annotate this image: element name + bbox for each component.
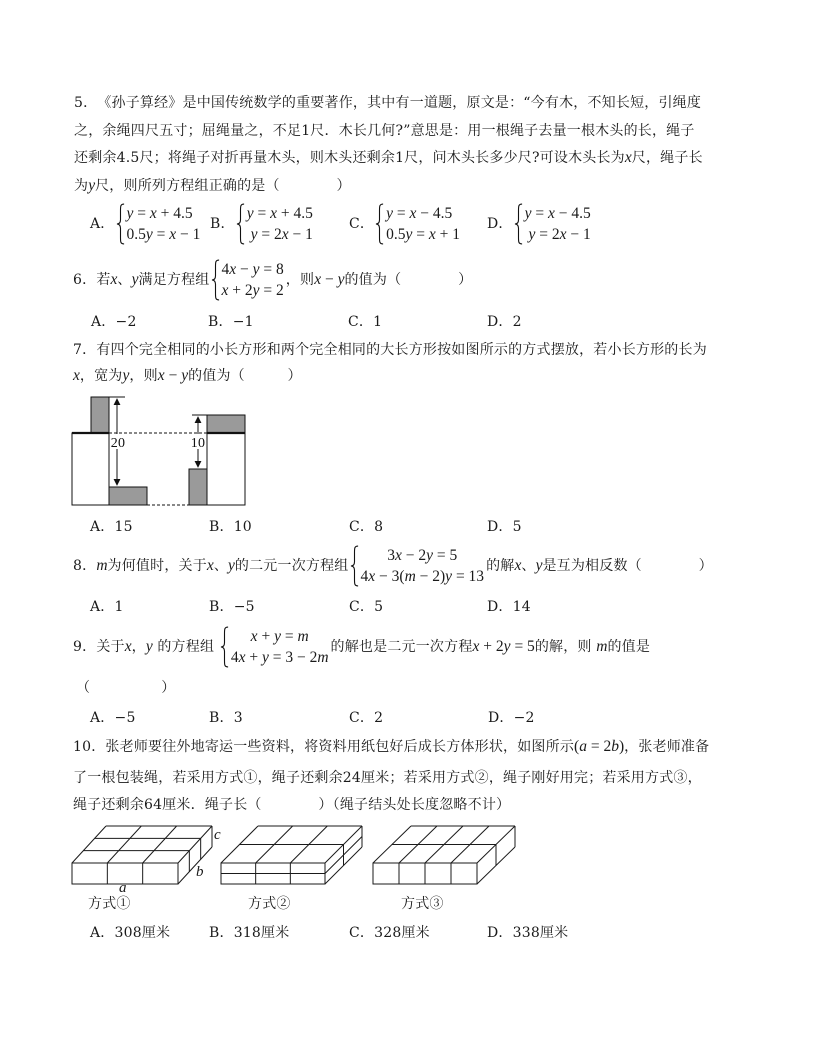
caption-method-1: 方式①: [88, 896, 131, 912]
package-box-method-3: [373, 826, 515, 884]
question-text: ，张老师准备: [624, 739, 710, 755]
q7-line-2: [73, 366, 302, 386]
answer-blank: 的值为（ ）: [344, 272, 473, 288]
q6-option-a: [91, 312, 137, 332]
question-text: 还剩余4.5尺；将绳子对折再量木头，则木头还剩余1尺，问木头长多少尺?可设木头长为: [74, 150, 625, 166]
question-text: 有四个完全相同的小长方形和两个完全相同的大长方形按如图所示的方式摆放，若小长方形的长为: [96, 342, 707, 358]
equation: 4x − y = 8: [221, 261, 284, 278]
small-rectangle-top-right: [207, 415, 245, 433]
answer-blank: （ ）: [76, 680, 176, 696]
q5-option-d: [487, 202, 593, 246]
option-label: A．: [90, 925, 115, 941]
question-text: 满足方程组: [138, 272, 210, 288]
small-rectangle-top-left: [91, 397, 109, 433]
option-value: 338厘米: [512, 925, 569, 941]
option-value: 10: [233, 519, 252, 535]
option-label: D．: [487, 599, 513, 615]
q8-option-b: [209, 597, 255, 617]
q5-line-1: [74, 93, 701, 113]
option-label: B．: [210, 216, 235, 232]
option-value: −5: [114, 710, 136, 726]
brace-icon: [236, 203, 245, 245]
brace-icon: [220, 626, 229, 668]
dimension-label-c: c: [214, 827, 221, 843]
equation-system: [350, 545, 485, 587]
side-bottom-edge: [178, 847, 212, 884]
caption-method-2: 方式②: [248, 896, 291, 912]
equation-system: [116, 203, 201, 245]
q5-line-2: [74, 121, 695, 141]
top-depth-line: [178, 826, 212, 863]
q6-option-d: [487, 312, 522, 332]
option-label: B．: [209, 519, 234, 535]
q8-option-d: [487, 597, 531, 617]
q8-option-a: [90, 597, 124, 617]
package-box-method-1: [72, 826, 212, 884]
answer-blank: 是互为相反数（ ）: [542, 558, 713, 574]
option-label: A．: [90, 599, 115, 615]
option-value: 5: [374, 599, 384, 615]
q7-option-b: [209, 517, 252, 537]
q5-option-b: [210, 202, 315, 246]
option-value: 308厘米: [114, 925, 171, 941]
equation: x + y = m: [250, 628, 309, 645]
option-value: 328厘米: [374, 925, 430, 941]
equation: y = x − 4.5: [524, 205, 591, 222]
dimension-label-10: 10: [190, 436, 206, 451]
expression: (a = 2b): [574, 738, 625, 755]
brace-icon: [375, 203, 384, 245]
question-text: 、: [521, 558, 536, 574]
variable: x: [73, 367, 80, 384]
question-text: 为何值时，关于: [107, 558, 207, 574]
rectangles-figure: [72, 397, 245, 505]
variable: y: [228, 557, 235, 574]
equation: 4x + y = 3 − 2m: [230, 649, 329, 666]
question-text: 绳子还剩余64厘米．绳子长（ ）（绳子结头处长度忽略不计）: [73, 797, 511, 813]
variable: m: [96, 557, 108, 574]
question-text: 、: [213, 558, 229, 574]
equation-system: [375, 203, 460, 245]
question-text: 的解，则: [534, 639, 597, 655]
top-depth-line: [72, 826, 106, 863]
option-label: B．: [208, 314, 233, 330]
question-text: 的二元一次方程组: [234, 558, 349, 574]
option-label: A．: [90, 216, 115, 232]
question-text: ，: [131, 639, 146, 655]
large-rectangle-right: [207, 433, 245, 505]
q5-line-3: [74, 148, 703, 168]
option-label: C．: [348, 314, 374, 330]
equation-system: [514, 203, 591, 245]
option-value: 2: [374, 710, 384, 726]
question-text: ，宽为: [79, 368, 123, 384]
option-label: B．: [209, 599, 234, 615]
variable: y: [535, 557, 543, 574]
equation: 0.5y = x − 1: [126, 226, 201, 243]
equation: 3x − 2y = 5: [387, 547, 458, 564]
question-text: 关于: [96, 639, 125, 655]
equation: 4x − 3(m − 2)y = 13: [360, 568, 485, 585]
question-text: 的方程组: [152, 639, 219, 655]
caption-method-3: 方式③: [401, 896, 444, 912]
expression: x − y: [314, 271, 345, 288]
answer-blank: 的值为（ ）: [188, 368, 302, 384]
equation: y = x + 4.5: [246, 205, 313, 222]
option-value: 5: [512, 519, 522, 535]
variable: x: [124, 638, 132, 655]
option-value: 318厘米: [233, 925, 290, 941]
option-label: D．: [487, 314, 513, 330]
question-text: 若: [96, 272, 111, 288]
option-value: 14: [512, 599, 531, 615]
equation: x + 2y = 5: [472, 638, 535, 655]
small-rectangle-bottom-right: [189, 469, 207, 505]
option-label: A．: [91, 314, 116, 330]
question-text: 为: [74, 178, 89, 194]
option-label: D．: [487, 519, 513, 535]
option-value: −1: [232, 314, 254, 330]
question-number: 10．: [73, 739, 106, 755]
q9-option-b: [209, 708, 243, 728]
question-number: 9．: [73, 639, 97, 655]
answer-blank: 尺，则所列方程组正确的是（ ）: [95, 178, 351, 194]
q5-option-a: [90, 202, 202, 246]
equation: x + 2y = 2: [221, 282, 284, 299]
q6-option-c: [348, 312, 382, 332]
q7-option-d: [487, 517, 522, 537]
option-value: −5: [233, 599, 255, 615]
q7-option-a: [90, 517, 133, 537]
brace-icon: [211, 259, 220, 301]
dimension-label-20: 20: [110, 436, 126, 451]
brace-icon: [514, 203, 523, 245]
q8-option-c: [349, 597, 383, 617]
option-label: C．: [349, 599, 375, 615]
question-text: 之，余绳四尺五寸；屈绳量之，不足1尺．木长几何?”意思是：用一根绳子去量一根木头的长，绳子: [74, 123, 695, 139]
q5-option-c: [349, 202, 462, 246]
top-depth-line: [107, 826, 141, 863]
variable: y: [88, 177, 96, 194]
dimension-label-a: a: [119, 880, 127, 896]
option-label: D．: [487, 925, 513, 941]
q7-line-1: [73, 340, 707, 360]
variable: x: [514, 557, 522, 574]
option-value: 3: [233, 710, 243, 726]
q10-option-a: [90, 923, 170, 943]
equation-system: [236, 203, 313, 245]
variable: y: [131, 271, 139, 288]
question-text: 《孙子算经》是中国传统数学的重要著作，其中有一道题，原文是：“今有木，不知长短，引绳度: [97, 95, 702, 111]
equation-system: [220, 626, 329, 668]
question-text: 尺，绳子长: [631, 150, 703, 166]
question-text: ，则: [129, 368, 158, 384]
expression: x − y: [157, 367, 189, 384]
q9-line-1: [73, 625, 650, 669]
brace-icon: [116, 203, 125, 245]
variable: m: [596, 638, 608, 655]
option-label: C．: [349, 925, 375, 941]
q7-option-c: [349, 517, 383, 537]
question-text: 的值是: [607, 639, 651, 655]
variable: y: [145, 638, 153, 655]
option-label: D．: [487, 216, 513, 232]
option-value: −2: [115, 314, 137, 330]
option-value: 15: [114, 519, 133, 535]
variable: x: [206, 557, 214, 574]
question-text: 的解: [486, 558, 515, 574]
option-label: B．: [209, 710, 234, 726]
small-rectangle-bottom-left: [109, 487, 147, 505]
option-label: D．: [488, 710, 514, 726]
q10-line-2: [73, 768, 702, 788]
question-text: 了一根包装绳，若采用方式①，绳子还剩余24厘米；若采用方式②，绳子刚好用完；若采用方式③，: [73, 770, 702, 786]
equation: y = x + 4.5: [126, 205, 193, 222]
q9-option-c: [349, 708, 383, 728]
question-text: 的解也是二元一次方程: [330, 639, 473, 655]
option-label: C．: [349, 519, 375, 535]
q9-line-2: [76, 678, 175, 698]
q5-line-4: [74, 176, 351, 196]
q10-option-d: [487, 923, 568, 943]
variable: x: [624, 149, 632, 166]
option-label: B．: [209, 925, 234, 941]
option-label: C．: [349, 216, 375, 232]
option-label: A．: [90, 710, 115, 726]
q6-option-b: [208, 312, 254, 332]
question-number: 6．: [73, 272, 97, 288]
equation: y = 2x − 1: [250, 226, 313, 243]
equation: y = 2x − 1: [528, 226, 591, 243]
option-value: −2: [513, 710, 535, 726]
side-layer-divider: [325, 837, 362, 874]
equation: y = x − 4.5: [386, 205, 453, 222]
question-number: 8．: [73, 558, 97, 574]
q6-line: [73, 258, 472, 302]
q10-line-1: [73, 737, 709, 757]
dimension-label-b: b: [196, 864, 204, 880]
question-number: 5．: [74, 95, 98, 111]
package-box-method-2: [221, 826, 362, 884]
option-label: A．: [90, 519, 115, 535]
option-label: C．: [349, 710, 375, 726]
q9-option-a: [90, 708, 136, 728]
option-value: 1: [373, 314, 383, 330]
option-value: 8: [374, 519, 384, 535]
variable: y: [122, 367, 130, 384]
equation: 0.5y = x + 1: [386, 226, 461, 243]
question-text: ，则: [285, 272, 315, 288]
q9-option-d: [488, 708, 535, 728]
equation-system: [211, 259, 284, 301]
large-rectangle-left: [72, 433, 109, 505]
q8-line: [73, 544, 713, 588]
question-text: 张老师要往外地寄运一些资料，将资料用纸包好后成长方体形状，如图所示: [105, 739, 575, 755]
question-number: 7．: [73, 342, 97, 358]
q10-option-b: [209, 923, 289, 943]
q10-line-3: [73, 795, 510, 815]
option-value: 1: [114, 599, 124, 615]
top-depth-line: [143, 826, 177, 863]
question-text: 、: [117, 272, 132, 288]
option-value: 2: [512, 314, 522, 330]
brace-icon: [350, 545, 359, 587]
q10-option-c: [349, 923, 430, 943]
variable: x: [110, 271, 118, 288]
